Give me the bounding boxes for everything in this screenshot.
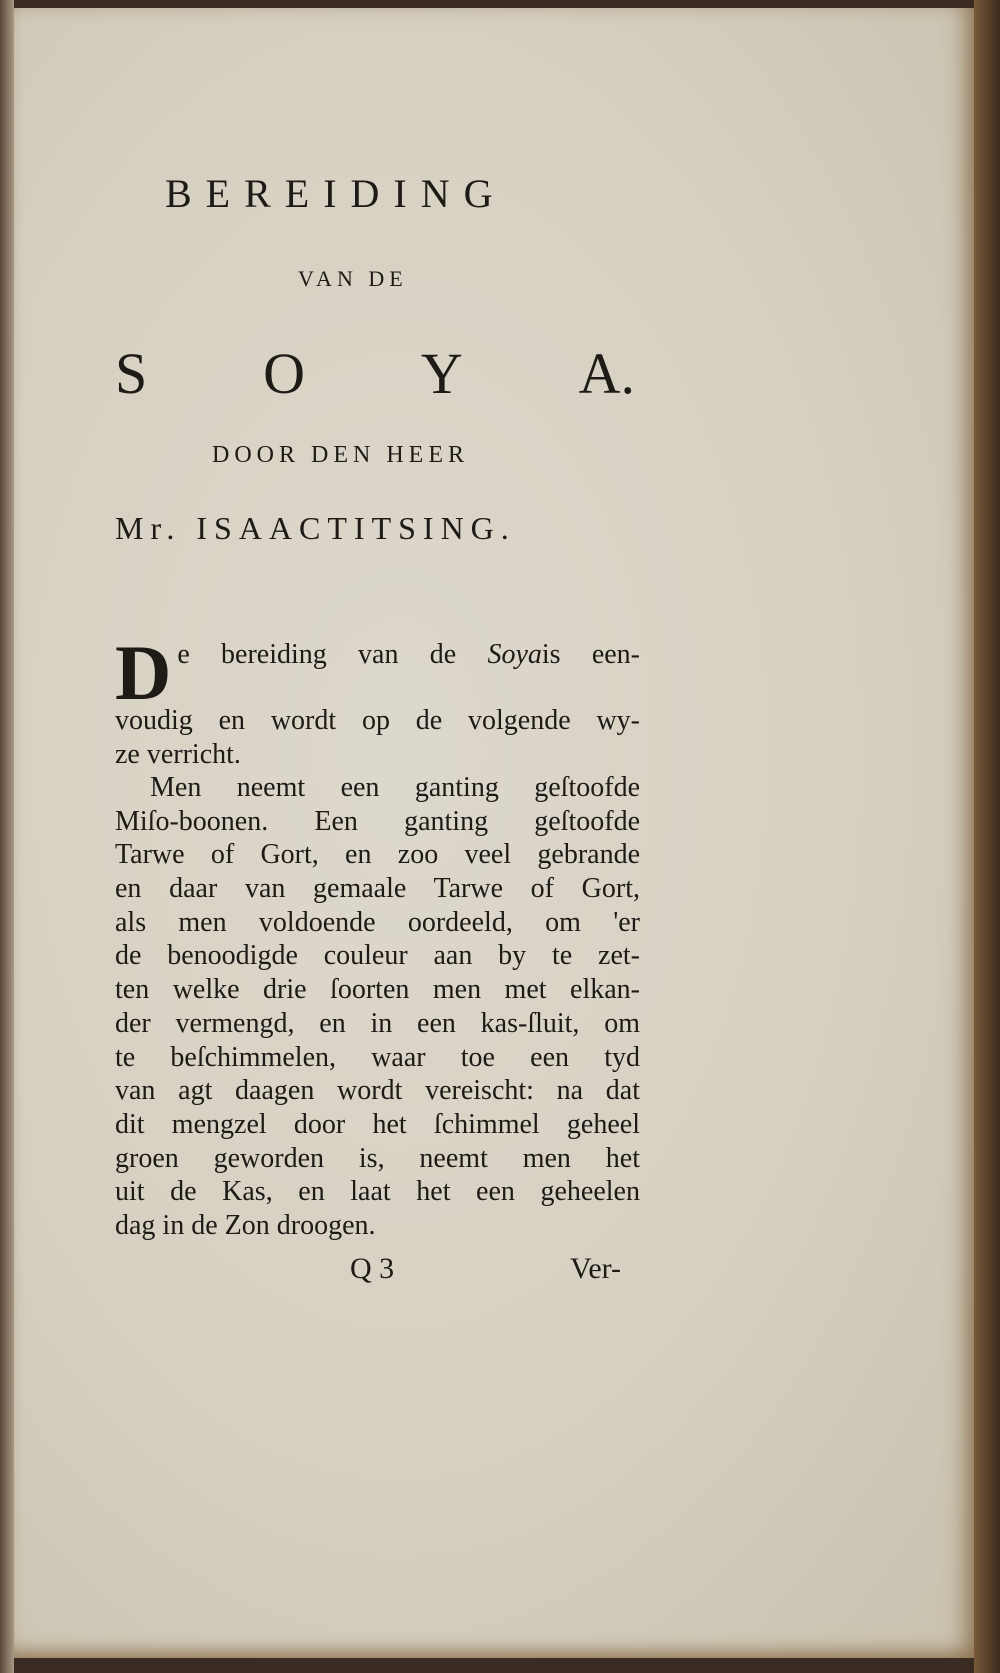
heading-letter: A.	[578, 341, 635, 406]
text-line: te beſchimmelen, waar toe een tyd	[115, 1041, 640, 1073]
text-line: e bereiding van de Soyais een-	[177, 639, 640, 670]
text-line: Men neemt een ganting geſtoofde	[150, 772, 640, 803]
heading-author: Mr. ISAACTITSING.	[115, 510, 516, 546]
heading-line-2: VAN DE	[298, 266, 408, 291]
paragraph-1	[115, 629, 640, 771]
text-line: Miſo-boonen. Een ganting geſtoofde	[115, 805, 640, 837]
heading-letter: S	[115, 341, 148, 406]
catchword: Ver-	[570, 1252, 622, 1285]
text-line: groen geworden is, neemt men het	[115, 1142, 640, 1174]
heading-soya	[115, 340, 635, 407]
text-line: van agt daagen wordt vereischt: na dat	[115, 1075, 640, 1107]
text-line: voudig en wordt op de volgende wy-	[115, 705, 640, 736]
text-line: dag in de Zon droogen.	[115, 1209, 376, 1241]
book-gutter	[0, 0, 14, 1673]
heading-letter: Y	[420, 341, 463, 406]
page-edge	[974, 0, 1000, 1673]
text-line: dit mengzel door het ſchimmel geheel	[115, 1108, 640, 1140]
text-line: der vermengd, en in een kas-ſluit, om	[115, 1007, 640, 1039]
paragraph-2	[115, 771, 640, 1243]
text-line: als men voldoende oordeeld, om 'er	[115, 906, 640, 938]
text-line: de benoodigde couleur aan by te zet-	[115, 940, 640, 972]
text-line: ten welke drie ſoorten men met elkan-	[115, 974, 640, 1006]
text-line: uit de Kas, en laat het een geheelen	[115, 1176, 640, 1208]
heading-letter: O	[263, 341, 305, 406]
signature-mark: Q 3	[350, 1252, 395, 1285]
heading-line-1: BEREIDING	[165, 171, 507, 216]
text-line: en daar van gemaale Tarwe of Gort,	[115, 873, 640, 905]
heading-author-intro: DOOR DEN HEER	[212, 442, 469, 468]
text-line: ze verricht.	[115, 738, 241, 770]
text-line: Tarwe of Gort, en zoo veel gebrande	[115, 839, 640, 871]
drop-cap: D	[115, 629, 172, 716]
